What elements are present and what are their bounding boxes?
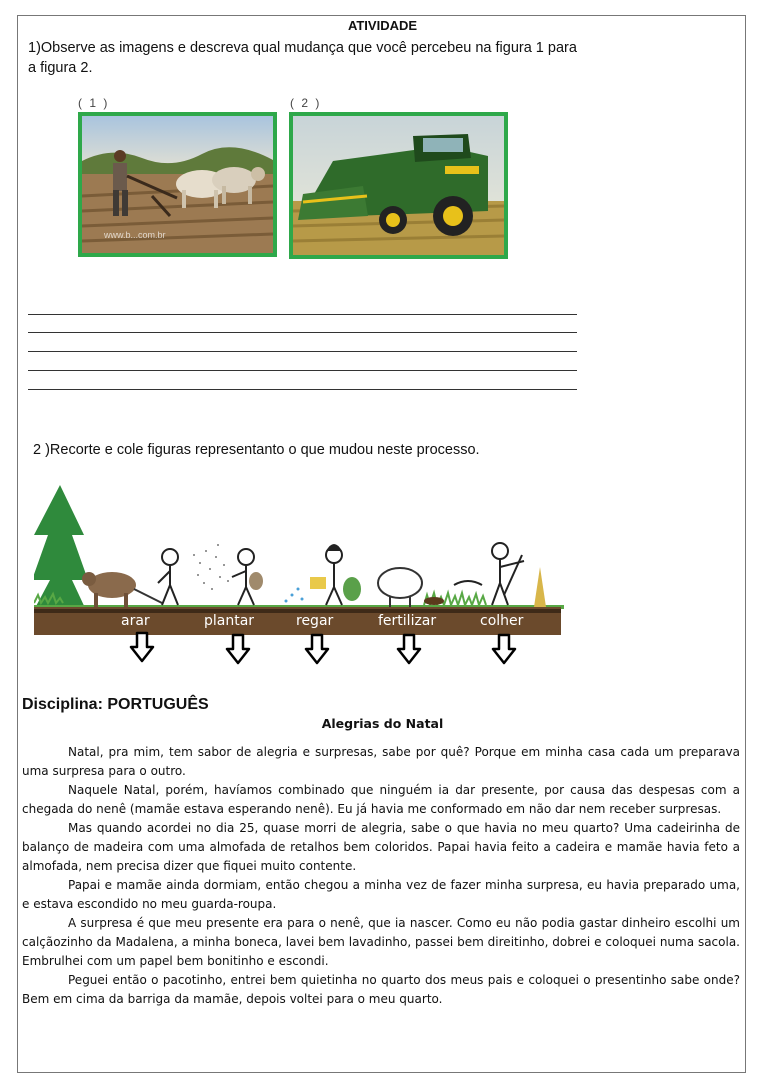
- story-title: Alegrias do Natal: [321, 716, 444, 731]
- question-1-text: 1)Observe as imagens e descreva qual mudança que você percebeu na figura 1 para a figura 2.: [28, 40, 577, 76]
- ox-plow-illustration: [82, 116, 273, 253]
- down-arrow-icon: [306, 635, 328, 663]
- figure-1-ox-plow-photo: [78, 112, 277, 257]
- step-label-fertilizar: fertilizar: [378, 613, 437, 629]
- story-paragraph: Mas quando acordei no dia 25, quase morri de alegria, sabe o que havia no meu quarto? Uma cadeirinha de balanço de madeira com uma almofada de retalhos bem coloridos. Papai havia feito a cadeira e mamãe havia feto a almofada, nem precisa dizer que fiquei muito contente.: [22, 821, 740, 873]
- figure-1-label: ( 1 ): [78, 96, 110, 110]
- down-arrow-icon: [493, 635, 515, 663]
- discipline-heading: Disciplina: PORTUGUÊS: [22, 696, 209, 713]
- answer-line[interactable]: [28, 332, 577, 333]
- answer-line[interactable]: [28, 370, 577, 371]
- down-arrow-icon: [131, 633, 153, 661]
- answer-line[interactable]: [28, 314, 577, 315]
- step-label-plantar: plantar: [204, 613, 255, 629]
- story-paragraph: Naquele Natal, porém, havíamos combinado que ninguém ia dar presente, por causa das despesas com a chegada do nenê (mamãe estava esperando nenê). Eu já havia me conformado em não dar nem receber surpresas.: [22, 783, 740, 816]
- harvester-illustration: [293, 116, 504, 255]
- step-label-colher: colher: [480, 613, 524, 629]
- step-label-arar: arar: [121, 613, 150, 629]
- question-2-text: 2 )Recorte e cole figuras representanto o que mudou neste processo.: [33, 442, 480, 458]
- story-paragraph: Peguei então o pacotinho, entrei bem quietinha no quarto dos meus pais e coloquei o presentinho sabe onde? Bem em cima da barriga da mamãe, depois voltei para o meu quarto.: [22, 973, 740, 1006]
- story-paragraph: Natal, pra mim, tem sabor de alegria e surpresas, sabe por quê? Porque em minha casa cada um preparava uma surpresa para o outro.: [22, 745, 740, 778]
- figure-1-watermark: www.b...com.br: [104, 230, 166, 240]
- story-body: [22, 743, 740, 1009]
- down-arrow-icon: [398, 635, 420, 663]
- answer-line[interactable]: [28, 389, 577, 390]
- page-title: ATIVIDADE: [347, 18, 418, 33]
- step-label-regar: regar: [296, 613, 334, 629]
- farming-process-illustration: [34, 485, 564, 675]
- figure-2-label: ( 2 ): [290, 96, 322, 110]
- down-arrow-icon: [227, 635, 249, 663]
- answer-line[interactable]: [28, 351, 577, 352]
- figure-2-harvester-photo: [289, 112, 508, 259]
- story-paragraph: A surpresa é que meu presente era para o nenê, que ia nascer. Como eu não podia gastar dinheiro escolhi um calçãozinho da Madalena, a minha boneca, lavei bem lavadinho, passei bem direitinho, dobrei e coloquei numa sacola. Embrulhei com um papel bem bonitinho e escondi.: [22, 916, 740, 968]
- story-paragraph: Papai e mamãe ainda dormiam, então chegou a minha vez de fazer minha surpresa, eu havia preparado uma, e estava escondido no meu guarda-roupa.: [22, 878, 740, 911]
